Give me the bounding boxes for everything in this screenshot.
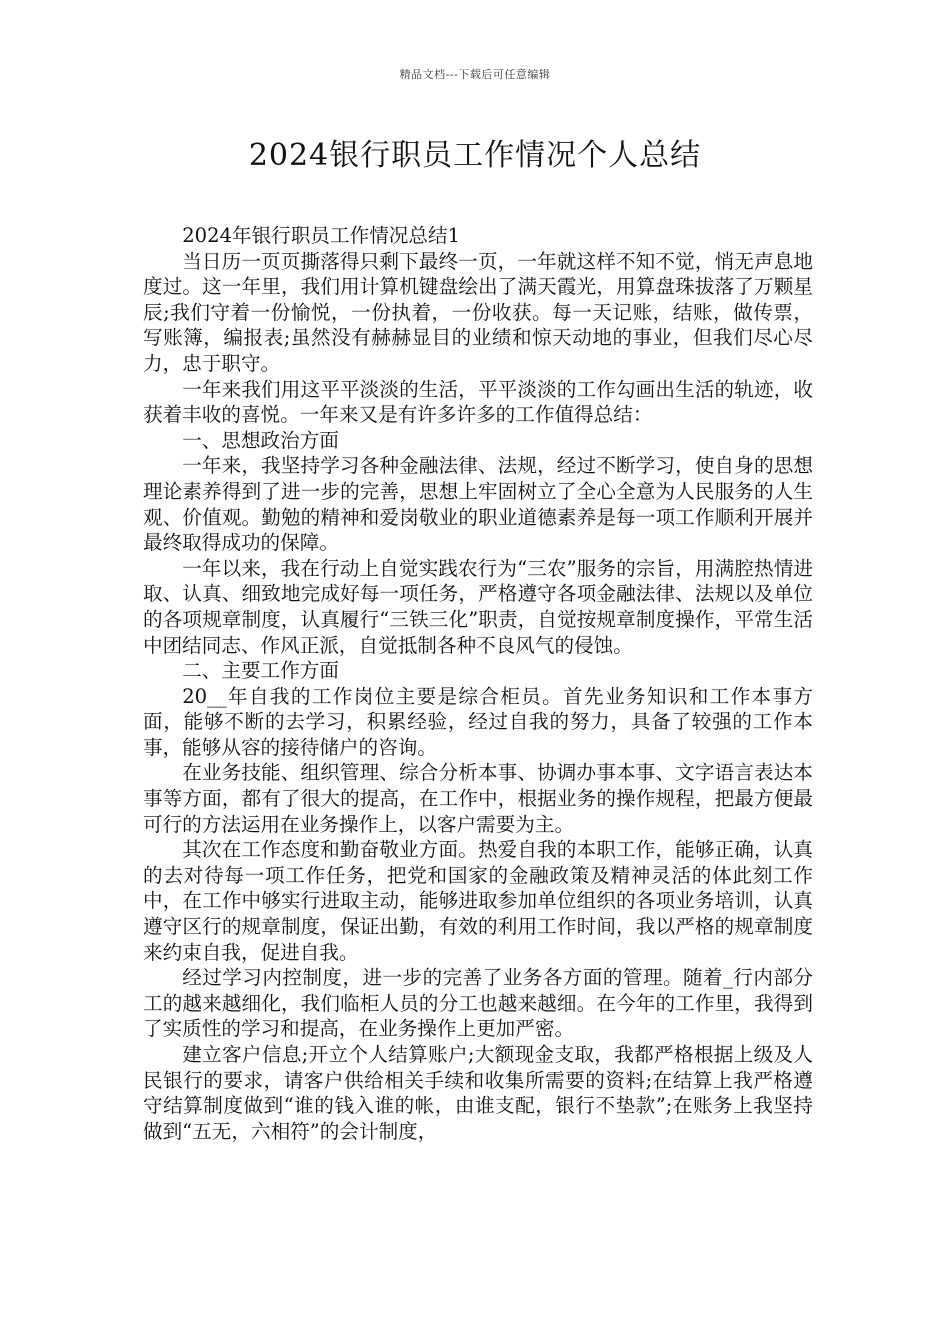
body-paragraph: 在业务技能、组织管理、综合分析本事、协调办事本事、文字语言表达本事等方面，都有了很大的提高，在工作中，根据业务的操作规程，把最方便最可行的方法运用在业务操作上，以客户需要为主。 <box>143 761 813 836</box>
document-title: 2024银行职员工作情况个人总结 <box>248 138 702 173</box>
body-paragraph: 一年来，我坚持学习各种金融法律、法规，经过不断学习，使自身的思想理论素养得到了进一步的完善，思想上牢固树立了全心全意为人民服务的人生观、价值观。勤勉的精神和爱岗敬业的职业道德素养是每一项工作顺利开展并最终取得成功的保障。 <box>143 454 813 555</box>
body-paragraph: 20__年自我的工作岗位主要是综合柜员。首先业务知识和工作本事方面，能够不断的去学习，积累经验，经过自我的努力，具备了较强的工作本事，能够从容的接待储户的咨询。 <box>143 684 813 759</box>
document-body <box>143 223 813 1144</box>
document-header-note: 精品文档---下载后可任意编辑 <box>399 68 551 81</box>
section-heading-summary-1: 2024年银行职员工作情况总结1 <box>182 224 461 247</box>
body-paragraph: 其次在工作态度和勤奋敬业方面。热爱自我的本职工作，能够正确，认真的去对待每一项工作任务，把党和国家的金融政策及精神灵活的体此刻工作中，在工作中够实行进取主动，能够进取参加单位组织的各项业务培训，认真遵守区行的规章制度，保证出勤，有效的利用工作时间，我以严格的规章制度来约束自我，促进自我。 <box>143 838 813 964</box>
body-paragraph: 一年以来，我在行动上自觉实践农行为“三农”服务的宗旨，用满腔热情进取、认真、细致地完成好每一项任务，严格遵守各项金融法律、法规以及单位的各项规章制度，认真履行“三铁三化”职责，自觉按规章制度操作，平常生活中团结同志、作风正派，自觉抵制各种不良风气的侵蚀。 <box>143 556 813 657</box>
section-heading-ideology: 一、思想政治方面 <box>182 428 339 452</box>
section-heading-main-work: 二、主要工作方面 <box>182 659 339 683</box>
body-paragraph: 经过学习内控制度，进一步的完善了业务各方面的管理。随着_行内部分工的越来越细化，我们临柜人员的分工也越来越细。在今年的工作里，我得到了实质性的学习和提高，在业务操作上更加严密。 <box>143 966 813 1041</box>
body-paragraph: 一年来我们用这平平淡淡的生活，平平淡淡的工作勾画出生活的轨迹，收获着丰收的喜悦。一年来又是有许多许多的工作值得总结： <box>143 377 813 427</box>
body-paragraph: 当日历一页页撕落得只剩下最终一页，一年就这样不知不觉，悄无声息地度过。这一年里，我们用计算机键盘绘出了满天霞光，用算盘珠拔落了万颗星辰;我们守着一份愉悦，一份执着，一份收获。每一天记账，结账，做传票，写账簿，编报表;虽然没有赫赫显目的业绩和惊天动地的事业，但我们尽心尽力，忠于职守。 <box>143 249 813 375</box>
body-paragraph: 建立客户信息;开立个人结算账户;大额现金支取，我都严格根据上级及人民银行的要求，请客户供给相关手续和收集所需要的资料;在结算上我严格遵守结算制度做到“谁的钱入谁的帐，由谁支配，银行不垫款”;在账务上我坚持做到“五无，六相符”的会计制度， <box>143 1043 813 1143</box>
